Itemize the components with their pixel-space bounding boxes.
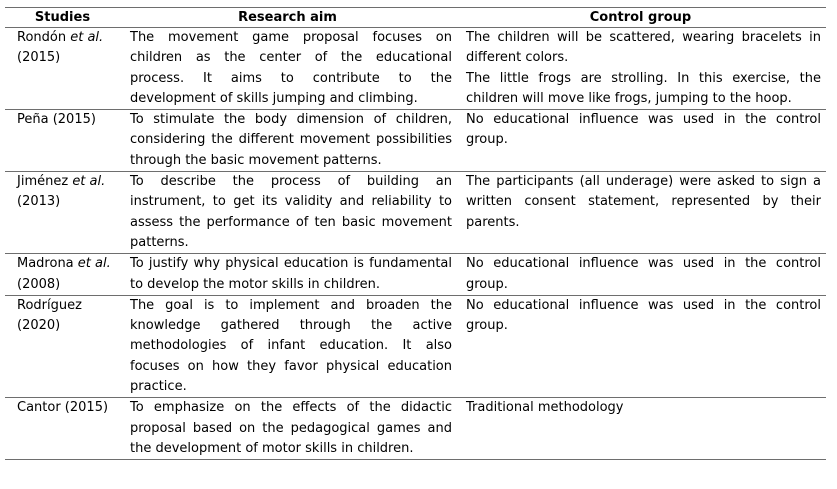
- study-cell: [5, 398, 120, 460]
- studies-comparison-table: [5, 7, 826, 460]
- table-header-row: [5, 8, 826, 28]
- control-group-cell-paragraph: No educational influence was used in the control group.: [466, 256, 821, 292]
- table-body: [5, 28, 826, 460]
- study-name-text: Peña (2015): [17, 112, 96, 128]
- control-group-cell: [455, 172, 826, 254]
- column-header-studies: Studies: [34, 10, 91, 25]
- study-cell: [5, 28, 120, 110]
- research-aim-cell: [120, 398, 455, 460]
- research-aim-cell-paragraph: The movement game proposal focuses on children as the center of the educational process. It aims to contribute to the development of skills jumping and climbing.: [130, 30, 452, 106]
- research-aim-cell: [120, 28, 455, 110]
- study-etal-text: et al.: [70, 30, 104, 45]
- control-group-cell-paragraph: Traditional methodology: [466, 400, 624, 416]
- column-header-control-group: Control group: [589, 10, 692, 25]
- research-aim-cell-paragraph: To describe the process of building an instrument, to get its validity and reliability to assess the performance of ten basic movement patterns.: [130, 174, 452, 250]
- table-row: [5, 28, 826, 110]
- research-aim-cell-paragraph: To justify why physical education is fundamental to develop the motor skills in children.: [130, 256, 452, 292]
- research-aim-cell-paragraph: The goal is to implement and broaden the knowledge gathered through the active methodologies of infant education. It also focuses on how they favor physical education practice.: [130, 297, 452, 395]
- study-cell: [5, 254, 120, 296]
- study-cell: [5, 295, 120, 397]
- study-etal-text: et al.: [77, 256, 111, 272]
- research-aim-cell-paragraph: To emphasize on the effects of the didactic proposal based on the pedagogical games and the development of motor skills in children.: [130, 400, 452, 456]
- research-aim-cell: [120, 172, 455, 254]
- control-group-cell-paragraph: No educational influence was used in the control group.: [466, 297, 821, 334]
- research-aim-cell: [120, 110, 455, 172]
- study-name-text: Rondón: [17, 30, 71, 45]
- control-group-cell: [455, 295, 826, 397]
- research-aim-cell-paragraph: To stimulate the body dimension of children, considering the different movement possibilities through the basic movement patterns.: [130, 112, 452, 168]
- control-group-cell: [455, 28, 826, 110]
- study-name-text: Madrona: [17, 256, 78, 272]
- table-row: [5, 172, 826, 254]
- table-row: [5, 295, 826, 397]
- control-group-cell-paragraph: The children will be scattered, wearing bracelets in different colors.: [466, 30, 821, 66]
- control-group-cell-paragraph: The participants (all underage) were asked to sign a written consent statement, represented by their parents.: [466, 174, 821, 230]
- table-row: [5, 110, 826, 172]
- study-name-text: Jiménez: [17, 174, 73, 190]
- study-cell: [5, 110, 120, 172]
- study-name-text: Cantor (2015): [17, 400, 109, 416]
- control-group-cell: [455, 110, 826, 172]
- research-aim-cell: [120, 254, 455, 296]
- table-row: [5, 254, 826, 296]
- study-name-text: (2015): [17, 50, 61, 66]
- table-head: [5, 8, 826, 28]
- control-group-cell-paragraph: No educational influence was used in the control group.: [466, 112, 821, 148]
- study-cell: [5, 172, 120, 254]
- control-group-cell: [455, 254, 826, 296]
- table-row: [5, 398, 826, 460]
- study-name-text: Rodríguez (2020): [17, 297, 82, 334]
- control-group-cell-paragraph: The little frogs are strolling. In this exercise, the children will move like frogs, jumping to the hoop.: [466, 70, 821, 106]
- study-etal-text: et al.: [72, 174, 106, 190]
- study-name-text: (2008): [17, 276, 61, 292]
- column-header-research-aim: Research aim: [238, 10, 337, 25]
- control-group-cell: [455, 398, 826, 460]
- research-aim-cell: [120, 295, 455, 397]
- study-name-text: (2013): [17, 194, 61, 210]
